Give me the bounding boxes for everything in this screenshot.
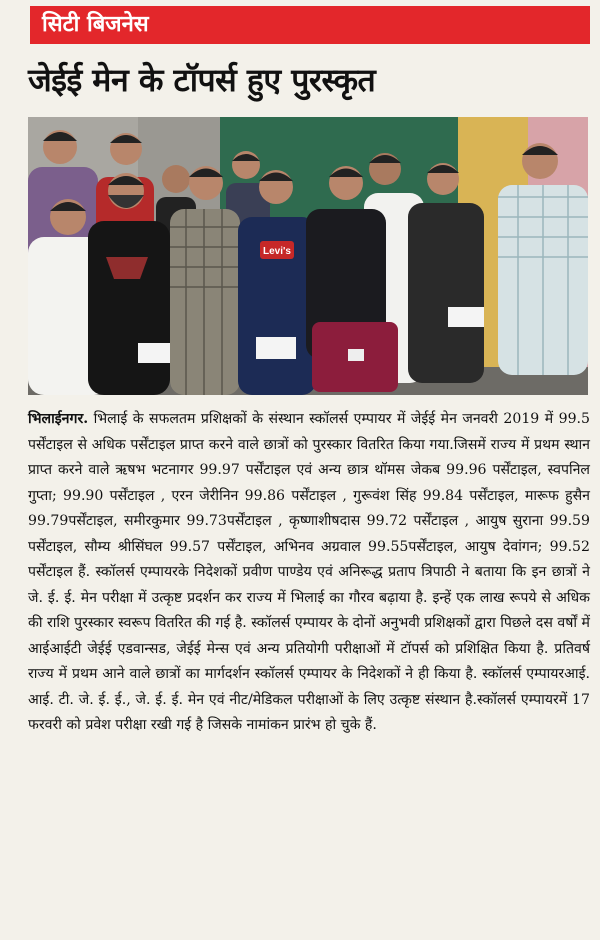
article-dateline: भिलाईनगर. [28, 411, 89, 427]
group-photo-illustration [28, 117, 588, 395]
article-text: भिलाई के सफलतम प्रशिक्षकों के संस्थान स्कॉलर्स एम्पायर में जेईई मेन जनवरी 2019 में 99.5 पर्सेंटाइल से अधिक पर्सेंटाइल प्राप्त करने वाले छात्रों को पुरस्कार वितरित किया गया.जिसमें राज्य में प्रथम स्थान प्राप्त करने वाले ऋषभ भटनागर 99.97 पर्सेंटाइल एवं अन्य छात्र थॉमस जेकब 99.96 पर्सेंटाइल, स्वपनिल गुप्ता; 99.90 पर्सेंटाइल , एरन जेरीनिन 99.86 पर्सेंटाइल , गुरूवंश सिंह 99.84 पर्सेंटाइल, मारूफ हुसैन 99.79पर्सेंटाइल, समीरकुमार 99.73पर्सेंटाइल , कृष्णाशीषदास 99.72 पर्सेंटाइल , आयुष सुराना 99.59 पर्सेंटाइल, सौम्य श्रीसिंघल 99.57 पर्सेंटाइल, अभिनव अग्रवाल 99.55पर्सेंटाइल, आयुष देवांगन; 99.52 पर्सेंटाइल हैं. स्कॉलर्स एम्पायरके निदेशकों प्रवीण पाण्डेय एवं अनिरूद्ध प्रताप त्रिपाठी ने बताया कि इन छात्रों ने जे. ई. ई. मेन परीक्षा में उत्कृष्ट प्रदर्शन कर राज्य में भिलाई का गौरव बढ़ाया है. इन्हें एक लाख रूपये से अधिक की राशि पुरस्कार स्वरूप वितरित की गई है. स्कॉलर्स एम्पायर के दोनों अनुभवी प्रशिक्षकों द्वारा पिछले दस वर्षों में आईआईटी जेईई एडवान्सड, जेईई मेन्स एवं अन्य प्रतियोगी परीक्षाओं में टॉपर्स को प्रशिक्षित किया है. प्रतिवर्ष राज्य में प्रथम आने वाले छात्रों का मार्गदर्शन स्कॉलर्स एम्पायर के निदेशकों ने ही किया है. स्कॉलर्स एम्पायरआई. आई. टी. जे. ई. ई., जे. ई. ई. मेन एवं नीट/मेडिकल परीक्षाओं के लिए उत्कृष्ट संस्थान है.स्कॉलर्स एम्पायरमें 17 फरवरी को प्रवेश परीक्षा रखी गई है जिसके नामांकन प्रारंभ हो चुके हैं. [28, 411, 590, 733]
section-tag [30, 6, 590, 44]
shirt-logo-text: Levi's [263, 246, 291, 257]
article-body [28, 407, 590, 739]
group-photo [28, 117, 588, 395]
headline: जेईई मेन के टॉपर्स हुए पुरस्कृत [28, 61, 376, 99]
section-label: सिटी बिजनेस [42, 12, 149, 37]
